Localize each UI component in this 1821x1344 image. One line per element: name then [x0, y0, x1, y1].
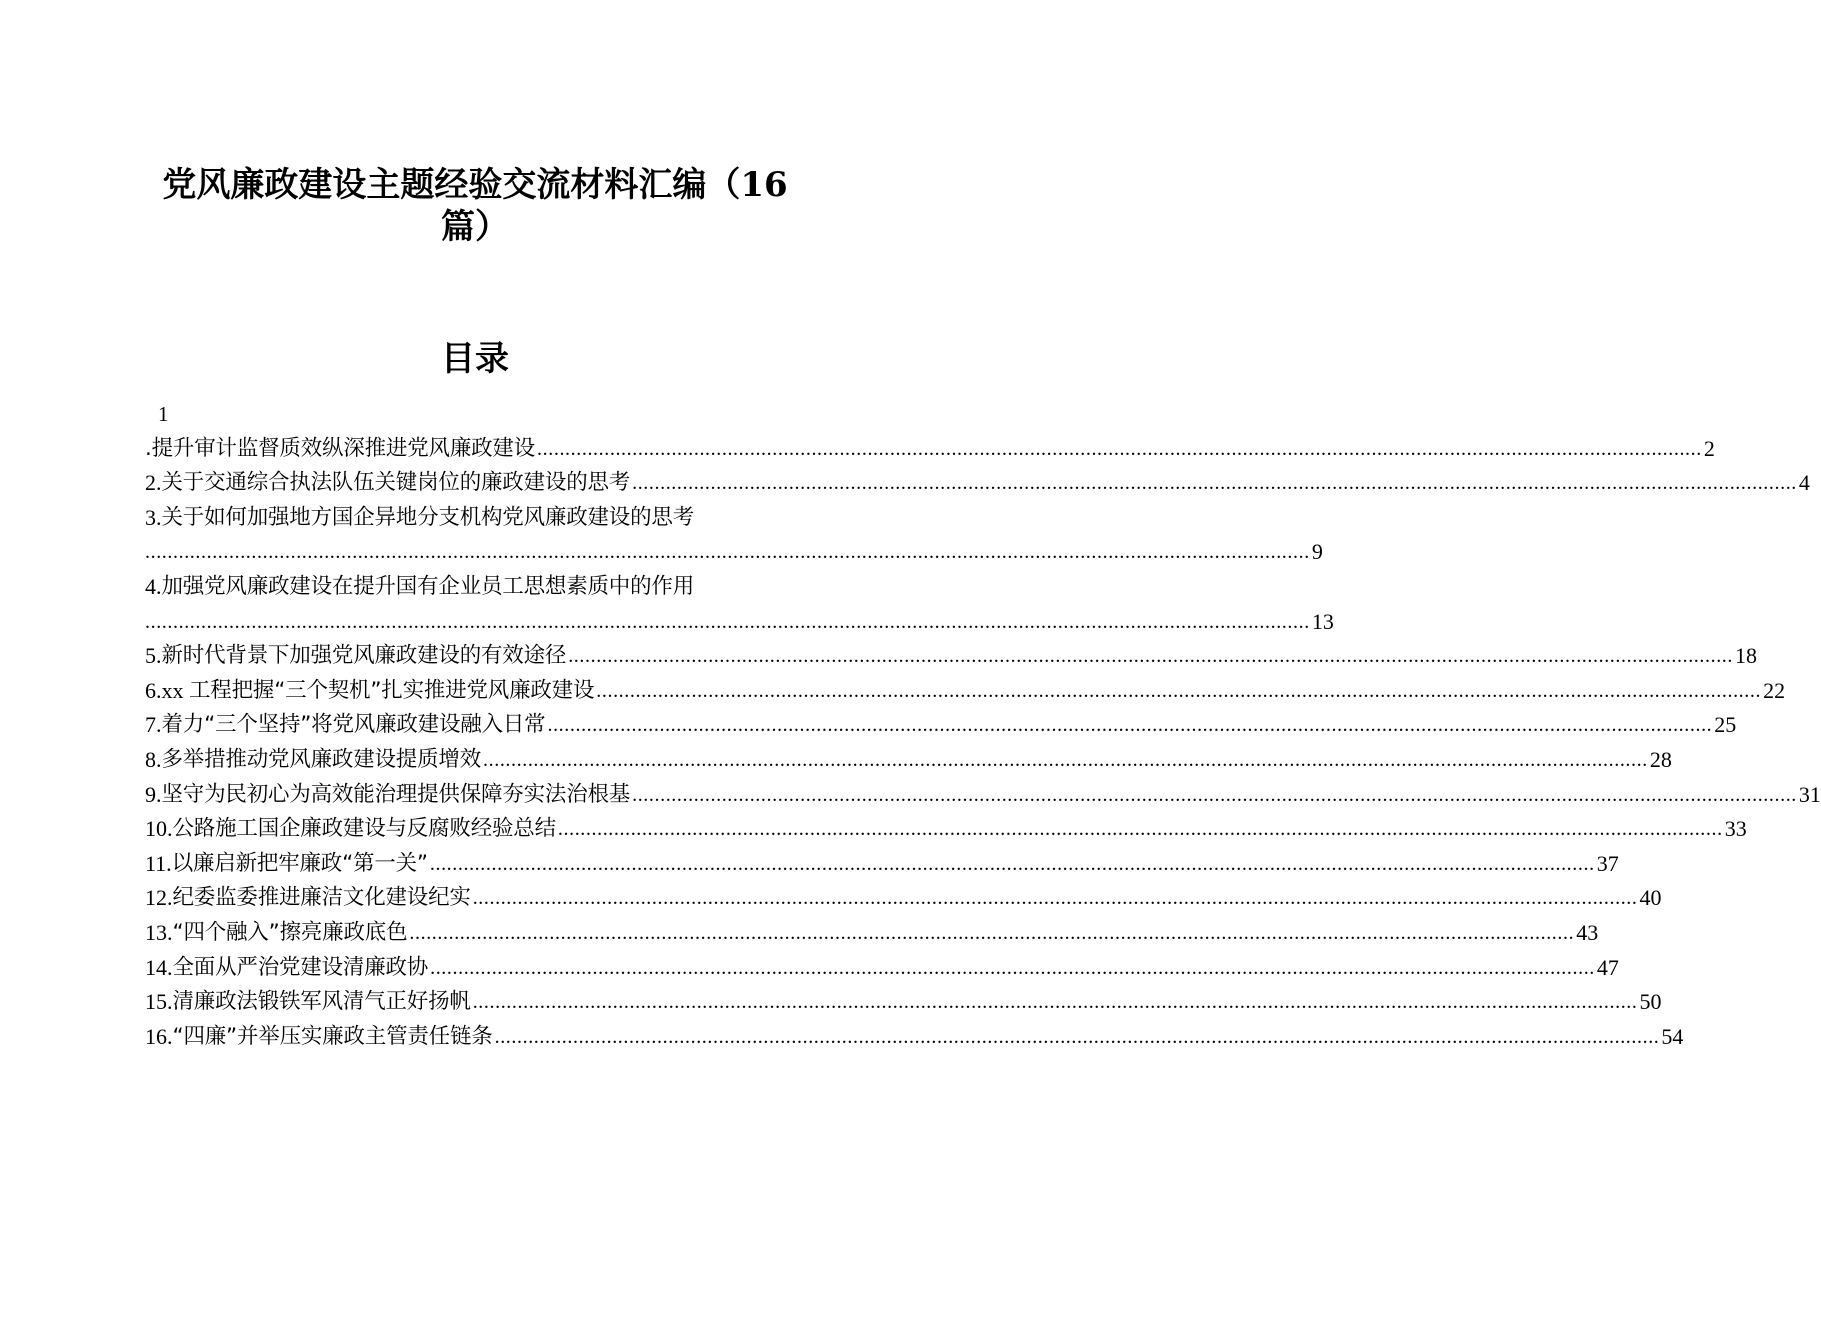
toc-entry-14[interactable] — [145, 947, 1619, 982]
dot-leader: ................................................................................................................................................................................................................ — [568, 645, 1734, 668]
toc-entry-title: 全面从严治党建设清廉政协 — [172, 954, 429, 980]
toc-entry-title: “四个融入”擦亮廉政底色 — [172, 919, 408, 945]
toc-entry-number: 6.xx — [145, 677, 189, 703]
toc-entry-page: 28 — [1649, 746, 1672, 772]
toc-entry-number: 4. — [145, 573, 162, 599]
toc-entry-number: 8. — [145, 746, 162, 772]
toc-entry-number: 16. — [145, 1023, 173, 1049]
toc-entry-page: 25 — [1714, 712, 1737, 738]
toc-entry-page: 50 — [1639, 989, 1662, 1015]
toc-entry-page: 2 — [1703, 435, 1715, 461]
toc-entry-title: .提升审计监督质效纵深推进党风廉政建设 — [145, 435, 536, 461]
dot-leader: ................................................................................................................................................................................................................ — [537, 437, 1702, 460]
toc-entry-title: 新时代背景下加强党风廉政建设的有效途径 — [161, 643, 567, 669]
toc-entry-number: 9. — [145, 781, 162, 807]
toc-entry-title: 着力“三个坚持”将党风廉政建设融入日常 — [161, 712, 546, 738]
toc-entry-9[interactable] — [145, 774, 1821, 809]
toc-entry-3-leader[interactable] — [145, 532, 1323, 567]
toc-entry-10[interactable] — [145, 809, 1747, 844]
dot-leader: ................................................................................................................................................................................................................ — [430, 956, 1595, 979]
toc-entry-2[interactable] — [145, 463, 1810, 498]
dot-leader: ................................................................................................................................................................................................................ — [632, 783, 1797, 806]
document-title-line-2: 篇） — [441, 207, 509, 247]
toc-entry-11[interactable] — [145, 843, 1619, 878]
toc-entry-title: 关于交通综合执法队伍关键岗位的廉政建设的思考 — [161, 470, 631, 496]
toc-entry-title: 公路施工国企廉政建设与反腐败经验总结 — [172, 816, 556, 842]
dot-leader: ................................................................................................................................................................................................................ — [557, 818, 1723, 841]
toc-entry-page: 9 — [1311, 539, 1323, 565]
toc-entry-8[interactable] — [145, 739, 1672, 774]
toc-entry-13[interactable] — [145, 912, 1599, 947]
toc-entry-title: “四廉”并举压实廉政主管责任链条 — [172, 1023, 493, 1049]
toc-entry-4[interactable] — [145, 566, 806, 601]
toc-first-entry-number: 1 — [158, 402, 169, 426]
toc-entry-title: 工程把握“三个契机”扎实推进党风廉政建设 — [189, 677, 595, 703]
toc-entry-number: 12. — [145, 885, 173, 911]
toc-entry-page: 33 — [1724, 816, 1747, 842]
toc-entry-15[interactable] — [145, 982, 1662, 1017]
toc-entry-12[interactable] — [145, 878, 1662, 913]
toc-entry-page: 37 — [1596, 850, 1619, 876]
toc-entry-16[interactable] — [145, 1016, 1684, 1051]
toc-heading: 目录 — [441, 339, 509, 379]
dot-leader: ................................................................................................................................................................................................................ — [409, 921, 1575, 944]
dot-leader: ................................................................................................................................................................................................................ — [547, 714, 1713, 737]
toc-entry-3[interactable] — [145, 497, 806, 532]
toc-entry-number: 14. — [145, 954, 173, 980]
toc-entry-page: 22 — [1763, 677, 1786, 703]
toc-entry-page: 40 — [1639, 885, 1662, 911]
toc-entry-title: 以廉启新把牢廉政“第一关” — [171, 850, 428, 876]
toc-entry-title: 关于如何加强地方国企异地分支机构党风廉政建设的思考 — [161, 504, 695, 530]
toc-entry-4-leader[interactable] — [145, 601, 1334, 636]
toc-entry-number: 5. — [145, 643, 162, 669]
toc-entry-page: 54 — [1661, 1023, 1684, 1049]
dot-leader: ................................................................................................................................................................................................................ — [596, 679, 1762, 702]
dot-leader: ................................................................................................................................................................................................................ — [145, 610, 1310, 633]
dot-leader: ................................................................................................................................................................................................................ — [472, 887, 1638, 910]
toc-entry-6[interactable] — [145, 670, 1786, 705]
toc-entry-number: 3. — [145, 504, 162, 530]
document-title-line-1: 党风廉政建设主题经验交流材料汇编（16 — [162, 165, 788, 205]
toc-entry-title: 坚守为民初心为高效能治理提供保障夯实法治根基 — [161, 781, 631, 807]
dot-leader: ................................................................................................................................................................................................................ — [483, 748, 1648, 771]
dot-leader: ................................................................................................................................................................................................................ — [472, 991, 1638, 1014]
toc-entry-5[interactable] — [145, 636, 1758, 671]
dot-leader: ................................................................................................................................................................................................................ — [494, 1025, 1660, 1048]
table-of-contents — [145, 428, 1821, 1051]
dot-leader: ................................................................................................................................................................................................................ — [632, 472, 1797, 495]
toc-entry-1[interactable] — [145, 428, 1715, 463]
toc-entry-page: 18 — [1735, 643, 1758, 669]
dot-leader: ................................................................................................................................................................................................................ — [429, 852, 1595, 875]
toc-entry-page: 47 — [1596, 954, 1619, 980]
toc-entry-page: 31 — [1798, 781, 1821, 807]
toc-entry-number: 7. — [145, 712, 162, 738]
toc-entry-7[interactable] — [145, 705, 1737, 740]
toc-entry-number: 11. — [145, 850, 172, 876]
toc-entry-page: 4 — [1798, 470, 1810, 496]
toc-entry-title: 加强党风廉政建设在提升国有企业员工思想素质中的作用 — [161, 573, 695, 599]
toc-entry-number: 2. — [145, 470, 162, 496]
toc-entry-number: 13. — [145, 919, 173, 945]
toc-entry-title: 多举措推动党风廉政建设提质增效 — [161, 746, 482, 772]
toc-entry-title: 纪委监委推进廉洁文化建设纪实 — [172, 885, 471, 911]
toc-entry-number: 10. — [145, 816, 173, 842]
toc-entry-page: 13 — [1311, 608, 1334, 634]
toc-entry-title: 清廉政法锻铁军风清气正好扬帆 — [172, 989, 471, 1015]
toc-entry-number: 15. — [145, 989, 173, 1015]
dot-leader: ................................................................................................................................................................................................................ — [145, 541, 1310, 564]
toc-entry-page: 43 — [1576, 919, 1599, 945]
